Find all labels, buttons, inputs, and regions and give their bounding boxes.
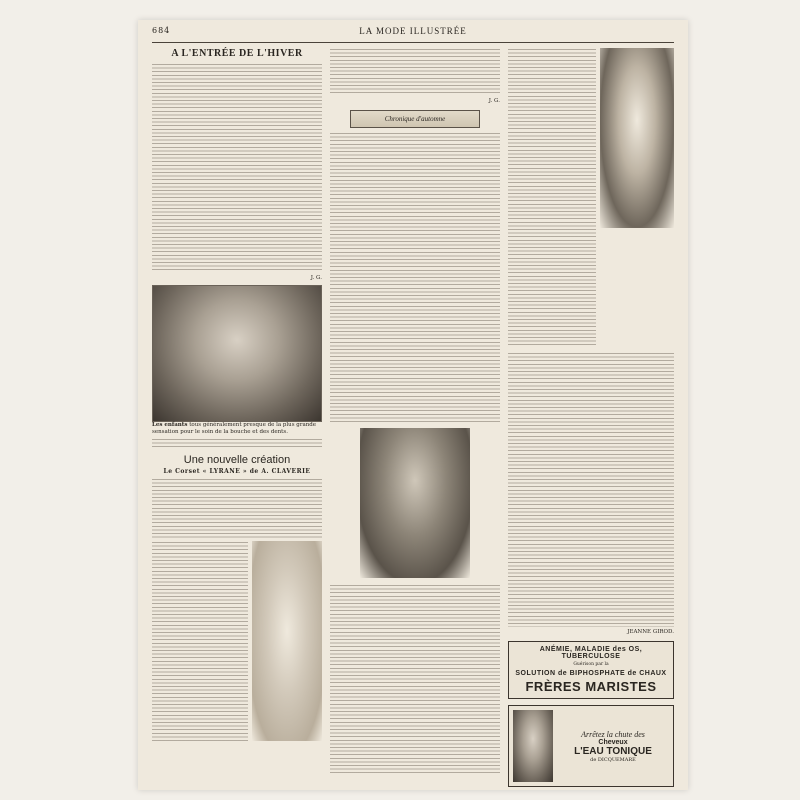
advert2-line4: de DICQUEMARE	[590, 756, 636, 763]
advert2-line1: Arrêtez la chute des	[581, 729, 645, 739]
photo-caption-text: tous généralement presque de la plus grande sensation pour le soin de la bouche et des dents.	[152, 422, 317, 435]
article-subtitle-corset: Le Corset « LYRANE » de A. CLAVERIE	[163, 468, 311, 475]
photo-caption	[152, 422, 322, 436]
advert2-line2: Cheveux	[598, 738, 628, 746]
article-body-corset-cont	[152, 541, 248, 741]
chronique-body	[330, 132, 500, 422]
article-body-winter	[152, 63, 322, 273]
top-signature: J. G.	[488, 98, 500, 104]
advert-woman-image	[513, 710, 553, 782]
page-header	[152, 26, 674, 40]
chronique-body-cont	[330, 584, 500, 774]
advert-line3: SOLUTION de BIPHOSPHATE de CHAUX	[515, 670, 667, 677]
child-photo	[152, 285, 322, 422]
column-right-signature: JEANNE GIROD.	[627, 629, 674, 635]
page-number: 684	[152, 26, 171, 35]
article-title-winter: A L'ENTRÉE DE L'HIVER	[171, 48, 303, 59]
advert-headline: ANÉMIE, MALADIE des OS, TUBERCULOSE	[539, 646, 643, 660]
article-body-top	[330, 48, 500, 96]
lady-portrait	[360, 428, 470, 578]
column-right-body	[508, 48, 596, 348]
article-signature: J. G.	[310, 275, 322, 281]
column-left	[152, 48, 322, 741]
advert2-line3: L'EAU TONIQUE	[574, 745, 652, 757]
column-middle	[330, 48, 500, 774]
magazine-page	[138, 20, 688, 790]
corset-illustration	[252, 541, 322, 741]
column-right-body-cont	[508, 352, 674, 627]
masthead: LA MODE ILLUSTRÉE	[359, 26, 467, 36]
advert-eau-tonique	[508, 705, 674, 787]
photo-caption-bold: Les enfants	[152, 422, 188, 428]
caption-body	[152, 438, 322, 450]
header-rule	[152, 42, 674, 43]
article-title-corset: Une nouvelle création	[183, 454, 291, 466]
advert-brand: FRÈRES MARISTES	[525, 679, 657, 694]
chronique-banner: Chronique d'automne	[350, 110, 480, 128]
column-right	[508, 48, 674, 787]
advert-line2: Guérison par la	[573, 662, 609, 667]
article-body-corset	[152, 478, 322, 538]
advert-freres-maristes	[508, 641, 674, 699]
scarf-illustration	[600, 48, 674, 228]
